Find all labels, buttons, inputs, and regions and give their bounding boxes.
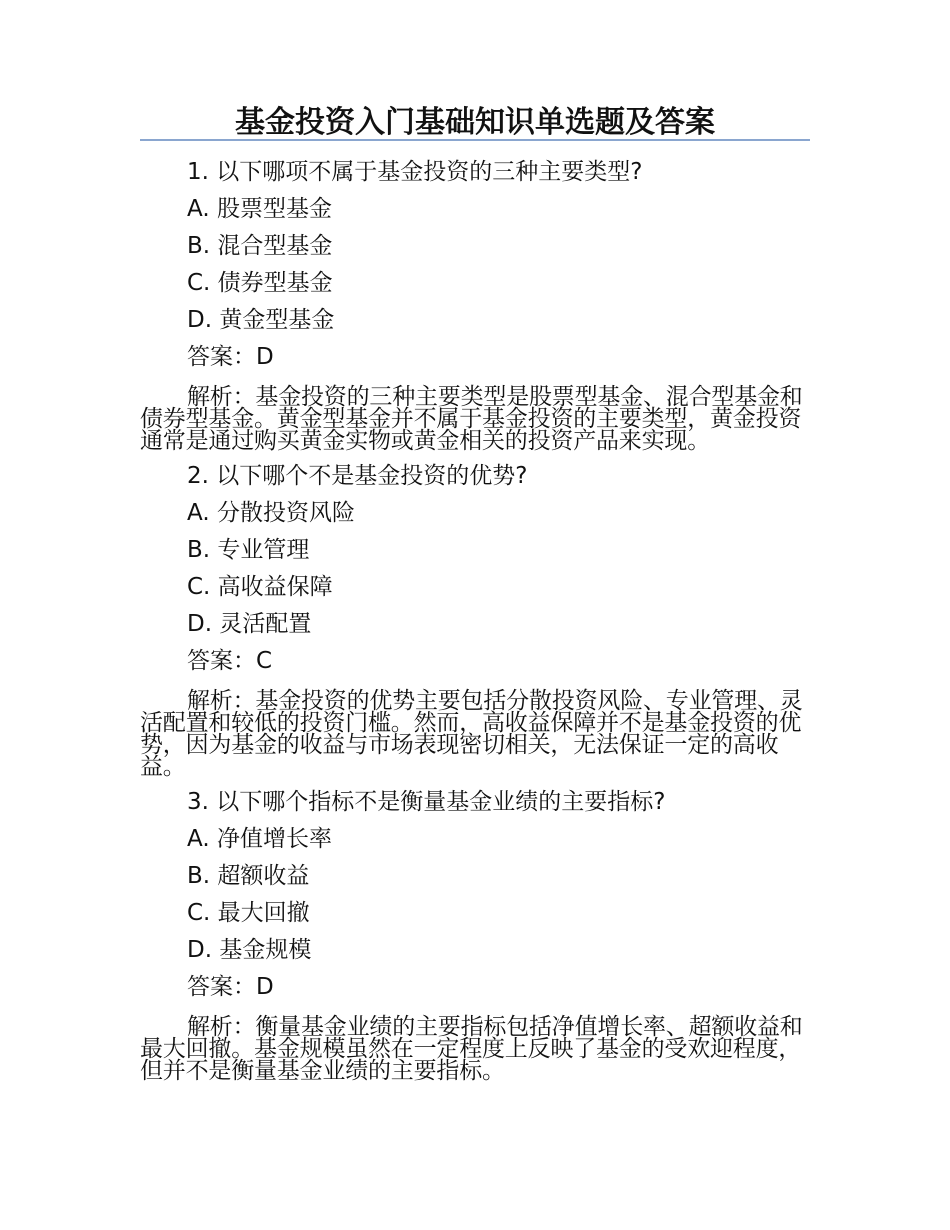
question-text: 2. 以下哪个不是基金投资的优势? (187, 463, 528, 489)
question-text: 3. 以下哪个指标不是衡量基金业绩的主要指标? (187, 789, 666, 815)
analysis-text: 解析：基金投资的三种主要类型是股票型基金、混合型基金和债券型基金。黄金型基金并不属于基金投资的主要类型，黄金投资通常是通过购买黄金实物或黄金相关的投资产品来实现。 (140, 384, 803, 454)
analysis-text: 解析：基金投资的优势主要包括分散投资风险、专业管理、灵活配置和较低的投资门槛。然而，高收益保障并不是基金投资的优势，因为基金的收益与市场表现密切相关，无法保证一定的高收益。 (140, 688, 803, 780)
title-underline (140, 139, 810, 141)
option-a: A. 净值增长率 (187, 826, 332, 852)
answer-text: 答案：D (187, 974, 274, 1000)
option-c: C. 债券型基金 (187, 270, 333, 296)
question-block-3 (140, 784, 810, 1082)
option-d: D. 灵活配置 (187, 611, 312, 637)
question-text: 1. 以下哪项不属于基金投资的三种主要类型? (187, 159, 643, 185)
document-title: 基金投资入门基础知识单选题及答案 (235, 105, 715, 140)
option-b: B. 专业管理 (187, 537, 310, 563)
answer-text: 答案：C (187, 648, 273, 674)
option-b: B. 混合型基金 (187, 233, 333, 259)
analysis-text: 解析：衡量基金业绩的主要指标包括净值增长率、超额收益和最大回撤。基金规模虽然在一定程度上反映了基金的受欢迎程度，但并不是衡量基金业绩的主要指标。 (140, 1014, 803, 1084)
option-c: C. 最大回撤 (187, 900, 310, 926)
answer-text: 答案：D (187, 344, 274, 370)
option-c: C. 高收益保障 (187, 574, 333, 600)
option-b: B. 超额收益 (187, 863, 310, 889)
question-block-2 (140, 458, 810, 778)
option-d: D. 基金规模 (187, 937, 312, 963)
question-list (140, 154, 810, 1088)
option-a: A. 分散投资风险 (187, 500, 355, 526)
option-a: A. 股票型基金 (187, 196, 332, 222)
option-d: D. 黄金型基金 (187, 307, 335, 333)
question-block-1 (140, 154, 810, 452)
